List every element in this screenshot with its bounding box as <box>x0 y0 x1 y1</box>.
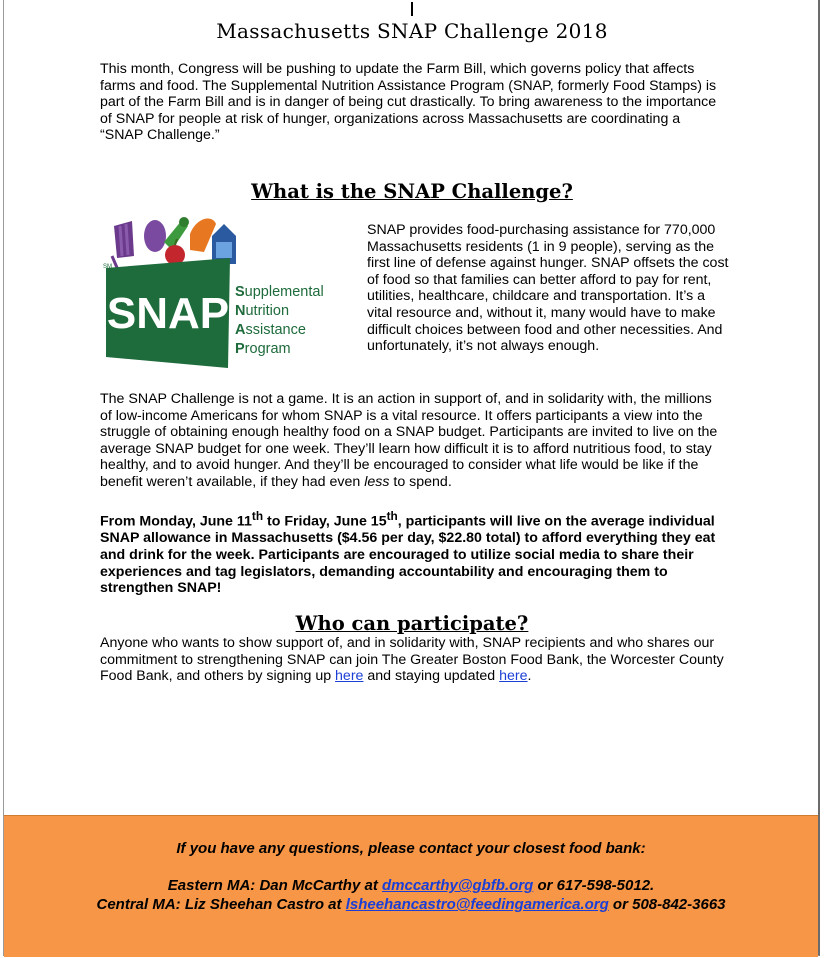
logo-line-assistance: Assistance <box>235 322 306 338</box>
logo-line-nutrition: Nutrition <box>235 303 290 319</box>
footer-central-contact: Central MA: Liz Sheehan Castro at lsheehancastro@feedingamerica.org or 508-842-3663 <box>96 896 726 913</box>
updates-link[interactable]: here <box>499 668 528 685</box>
logo-sm-mark: SM <box>103 264 112 270</box>
logo-line-supplemental: Supplemental <box>235 284 324 300</box>
intro-paragraph: This month, Congress will be pushing to update the Farm Bill, which governs policy that affects farms and food. The Supplemental Nutrition Assistance Program (SNAP, formerly Food Stamps) is part of the Farm Bill and is in danger of being cut drastically. To bring awareness to the importance of SNAP for people at risk of hunger, organizations across Massachusetts are coordinating a “SNAP Challenge.” <box>100 61 717 144</box>
dates-paragraph: From Monday, June 11th to Friday, June 15th, participants will live on the average individual SNAP allowance in Massachusetts ($4.56 per day, $22.80 total) to afford everything they eat and drink for the week. Participants are encouraged to utilize social media to share their experiences and tag legislators, demanding accountability and encouraging them to strengthen SNAP! <box>100 509 716 597</box>
eastern-email-link[interactable]: dmccarthy@gbfb.org <box>381 877 534 894</box>
challenge-paragraph: The SNAP Challenge is not a game. It is an action in support of, and in solidarity with, the millions of low-income Americans for whom SNAP is a vital resource. It offers participants a view into the struggle of obtaining enough healthy food on a SNAP budget. Participants are invited to live on the average SNAP budget for one week. They’ll learn how difficult it is to afford nutritious food, to stay healthy, and to avoid hunger. And they’ll be encouraged to consider what life would be like if the benefit weren’t available, if they had even less to spend. <box>100 391 718 490</box>
footer-question: If you have any questions, please contact your closest food bank: <box>176 840 646 857</box>
signup-link[interactable]: here <box>335 668 364 685</box>
section-heading-what: What is the SNAP Challenge? <box>251 180 573 203</box>
central-email-link[interactable]: lsheehancastro@feedingamerica.org <box>345 896 609 913</box>
text-cursor <box>411 2 413 16</box>
contact-footer <box>4 815 818 957</box>
snap-logo <box>100 212 356 368</box>
snap-description: SNAP provides food-purchasing assistance for 770,000 Massachusetts residents (1 in 9 people), serving as the first line of defense against hunger. SNAP offsets the cost of food so that families can better afford to pay for rent, utilities, healthcare, childcare and transportation. It’s a vital resource and, without it, many would have to make difficult choices between food and other necessities. And unfortunately, it’s not always enough. <box>367 222 729 355</box>
footer-eastern-contact: Eastern MA: Dan McCarthy at dmccarthy@gbfb.org or 617-598-5012. <box>167 877 655 894</box>
logo-line-program: Program <box>235 341 291 357</box>
participate-paragraph: Anyone who wants to show support of, and in solidarity with, SNAP recipients and who shares our commitment to strengthening SNAP can join The Greater Boston Food Bank, the Worcester County Food Bank, and others by signing up here and staying updated here. <box>100 635 724 685</box>
logo-wordmark: SNAP <box>106 289 230 338</box>
section-heading-who: Who can participate? <box>295 612 529 635</box>
page-title: Massachusetts SNAP Challenge 2018 <box>216 19 608 43</box>
